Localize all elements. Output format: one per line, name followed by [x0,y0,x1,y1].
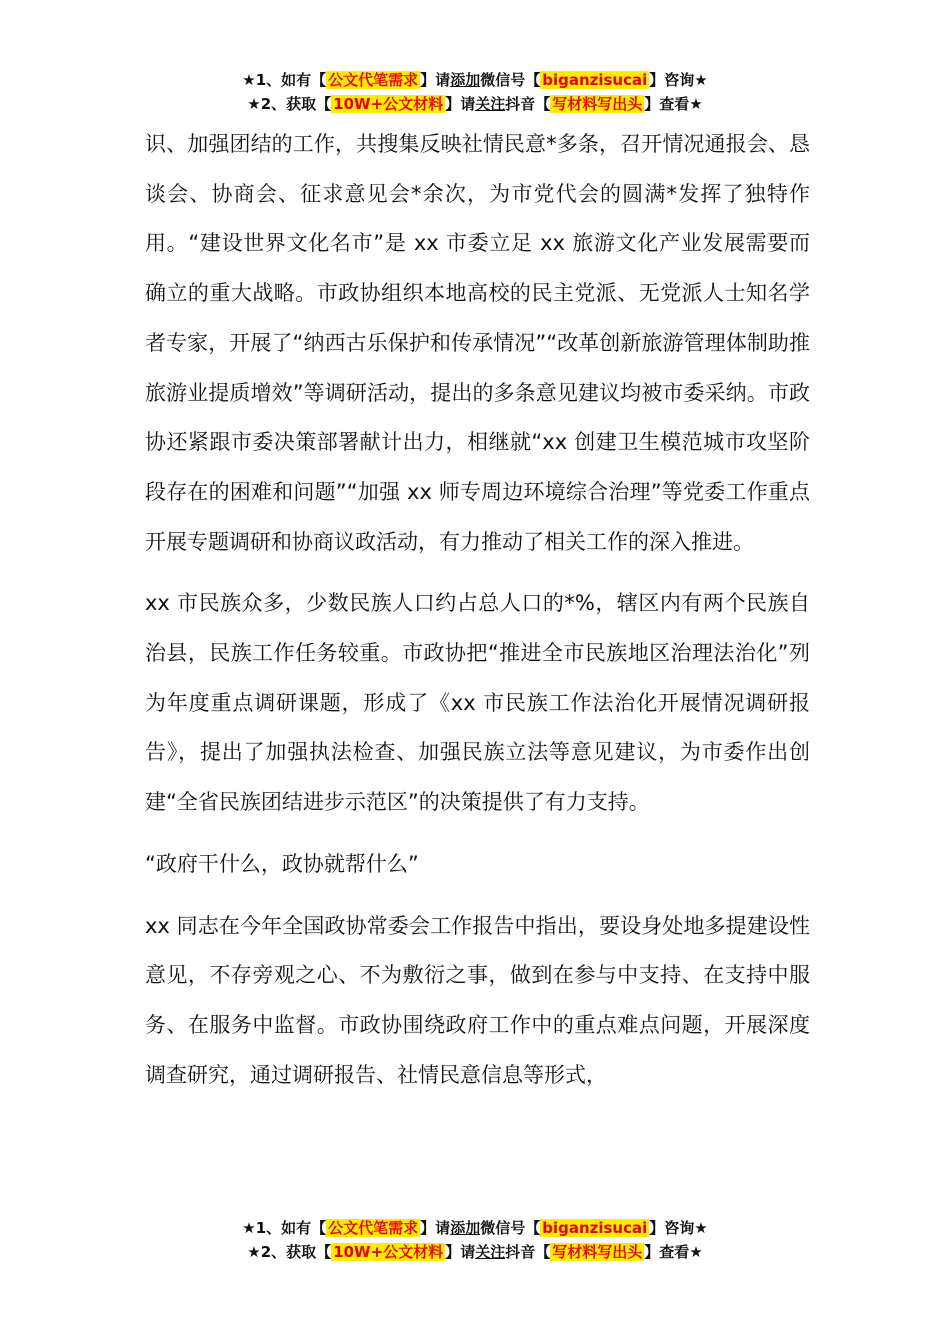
paragraph: 识、加强团结的工作，共搜集反映社情民意*多条，召开情况通报会、恳谈会、协商会、征求意见会*余次，为市党代会的圆满*发挥了独特作用。“建设世界文化名市”是 xx 市委立足 xx 旅游文化产业发展需要而确立的重大战略。市政协组织本地高校的民主党派、无党派人士知名学者专家，开展了“纳西古乐保护和传承情况”“改革创新旅游管理体制助推旅游业提质增效”等调研活动，提出的多条意见建议均被市委采纳。市政协还紧跟市委决策部署献计出力，相继就“xx 创建卫生模范城市攻坚阶段存在的困难和问题”“加强 xx 师专周边环境综合治理”等党委工作重点开展专题调研和协商议政活动，有力推动了相关工作的深入推进。 [145,132,810,554]
promo-text: ★1、如有【 [242,71,327,89]
promo-highlight: 10W+公文材料 [333,1243,444,1261]
promo-wechat-id: biganzisucai [542,71,648,89]
paragraph: “政府干什么，政协就帮什么” [145,851,419,876]
promo-line-2 [0,92,950,116]
promo-text: 】请 [420,71,451,89]
promo-text: ★2、获取【 [247,95,332,113]
promo-text: 】请 [420,1219,451,1237]
promo-highlight: 10W+公文材料 [333,95,444,113]
promo-line-1 [0,1216,950,1240]
promo-text: 】咨询★ [649,1219,708,1237]
promo-line-1 [0,68,950,92]
promo-underlined: 添加 [450,1219,481,1237]
promo-text: 】请 [445,95,476,113]
promo-banner-top [0,68,950,116]
promo-text: 】请 [445,1243,476,1261]
promo-text: 】查看★ [644,95,703,113]
promo-underlined: 添加 [450,71,481,89]
promo-text: 微信号【 [480,1219,541,1237]
promo-douyin-id: 写材料写出头 [552,95,643,113]
promo-underlined: 关注 [475,95,506,113]
promo-line-2 [0,1240,950,1264]
promo-banner-bottom [0,1216,950,1264]
promo-underlined: 关注 [475,1243,506,1261]
paragraph: xx 市民族众多，少数民族人口约占总人口的*%，辖区内有两个民族自治县，民族工作任务较重。市政协把“推进全市民族地区治理法治化”列为年度重点调研课题，形成了《xx 市民族工作法治化开展情况调研报告》，提出了加强执法检查、加强民族立法等意见建议，为市委作出创建“全省民族团结进步示范区”的决策提供了有力支持。 [145,591,810,815]
promo-text: 微信号【 [480,71,541,89]
promo-highlight: 公文代笔需求 [328,1219,419,1237]
promo-text: ★1、如有【 [242,1219,327,1237]
promo-douyin-id: 写材料写出头 [552,1243,643,1261]
promo-text: 】查看★ [644,1243,703,1261]
promo-text: 】咨询★ [649,71,708,89]
promo-text: 抖音【 [505,95,551,113]
promo-text: ★2、获取【 [247,1243,332,1261]
promo-wechat-id: biganzisucai [542,1219,648,1237]
paragraph: xx 同志在今年全国政协常委会工作报告中指出，要设身处地多提建设性意见，不存旁观之心、不为敷衍之事，做到在参与中支持、在支持中服务、在服务中监督。市政协围绕政府工作中的重点难点问题，开展深度调查研究，通过调研报告、社情民意信息等形式， [145,913,810,1087]
promo-highlight: 公文代笔需求 [328,71,419,89]
document-body [145,120,810,1100]
promo-text: 抖音【 [505,1243,551,1261]
